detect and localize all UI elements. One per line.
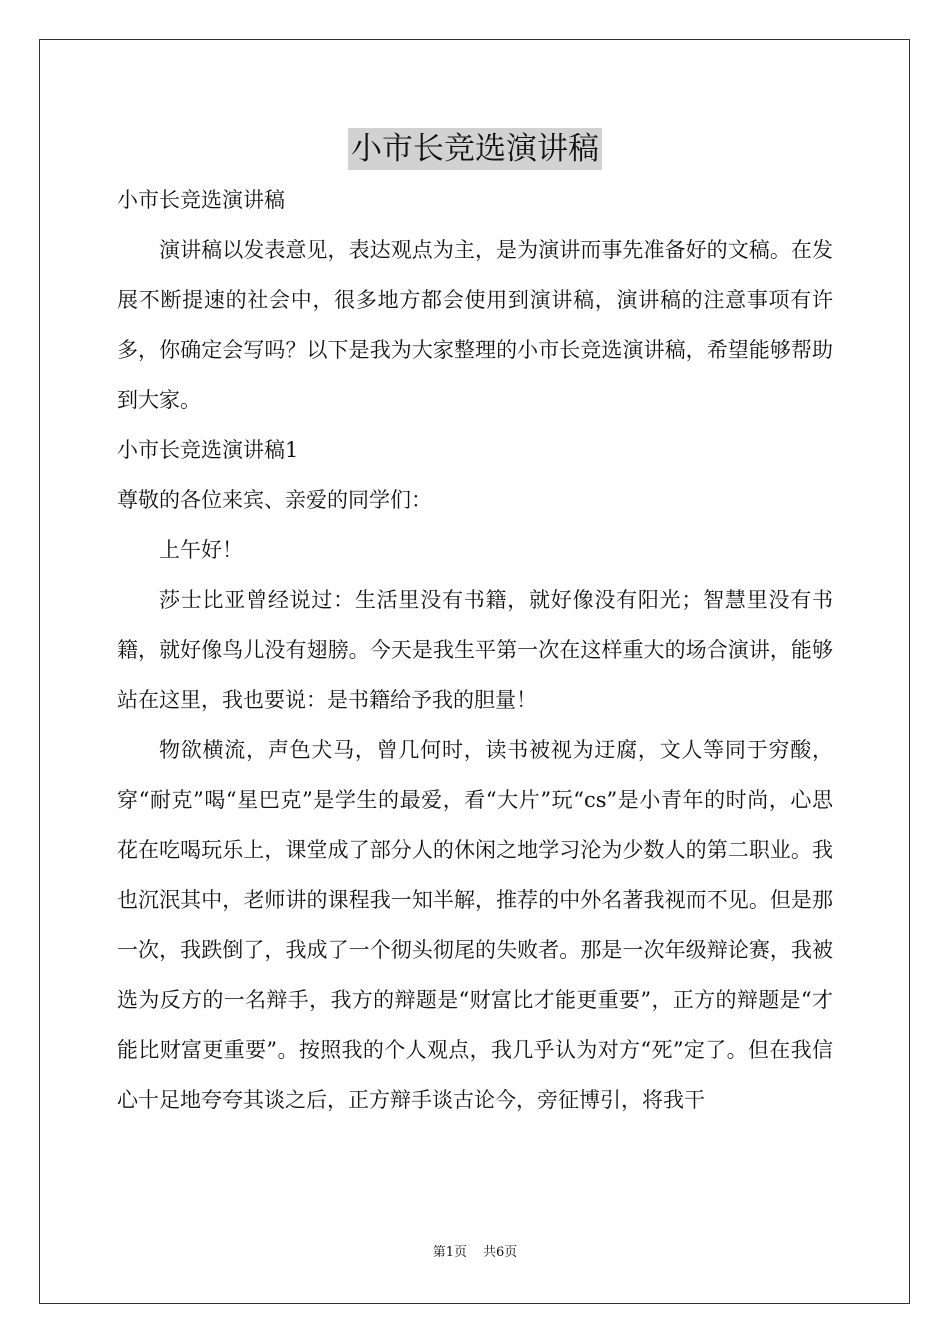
subtitle-line: 小市长竞选演讲稿 [117, 188, 285, 212]
section-heading: 小市长竞选演讲稿1 [117, 438, 299, 462]
intro-paragraph: 演讲稿以发表意见，表达观点为主，是为演讲而事先准备好的文稿。在发展不断提速的社会中，很多地方都会使用到演讲稿，演讲稿的注意事项有许多，你确定会写吗？以下是我为大家整理的小市长竞选演讲稿，希望能够帮助到大家。 [117, 238, 833, 412]
body-paragraph: 物欲横流，声色犬马，曾几何时，读书被视为迂腐，文人等同于穷酸，穿“耐克”喝“星巴克”是学生的最爱，看“大片”玩“cs”是小青年的时尚，心思花在吃喝玩乐上，课堂成了部分人的休闲之地学习沦为少数人的第二职业。我也沉泯其中，老师讲的课程我一知半解，推荐的中外名著我视而不见。但是那一次，我跌倒了，我成了一个彻头彻尾的失败者。那是一次年级辩论赛，我被选为反方的一名辩手，我方的辩题是“财富比才能更重要”，正方的辩题是“才能比财富更重要”。按照我的个人观点，我几乎认为对方“死”定了。但在我信心十足地夸夸其谈之后，正方辩手谈古论今，旁征博引，将我干 [117, 738, 833, 1112]
greeting: 上午好！ [159, 538, 243, 562]
page-total: 共6页 [483, 1245, 518, 1260]
body-paragraph: 莎士比亚曾经说过：生活里没有书籍，就好像没有阳光；智慧里没有书籍，就好像鸟儿没有翅膀。今天是我生平第一次在这样重大的场合演讲，能够站在这里，我也要说：是书籍给予我的胆量！ [117, 588, 833, 712]
page-number: 第1页 [432, 1245, 467, 1260]
document-title: 小市长竞选演讲稿 [348, 128, 602, 170]
title-container [0, 128, 950, 170]
document-body [117, 175, 833, 1125]
page-footer [0, 1244, 950, 1262]
salutation: 尊敬的各位来宾、亲爱的同学们： [117, 488, 432, 512]
